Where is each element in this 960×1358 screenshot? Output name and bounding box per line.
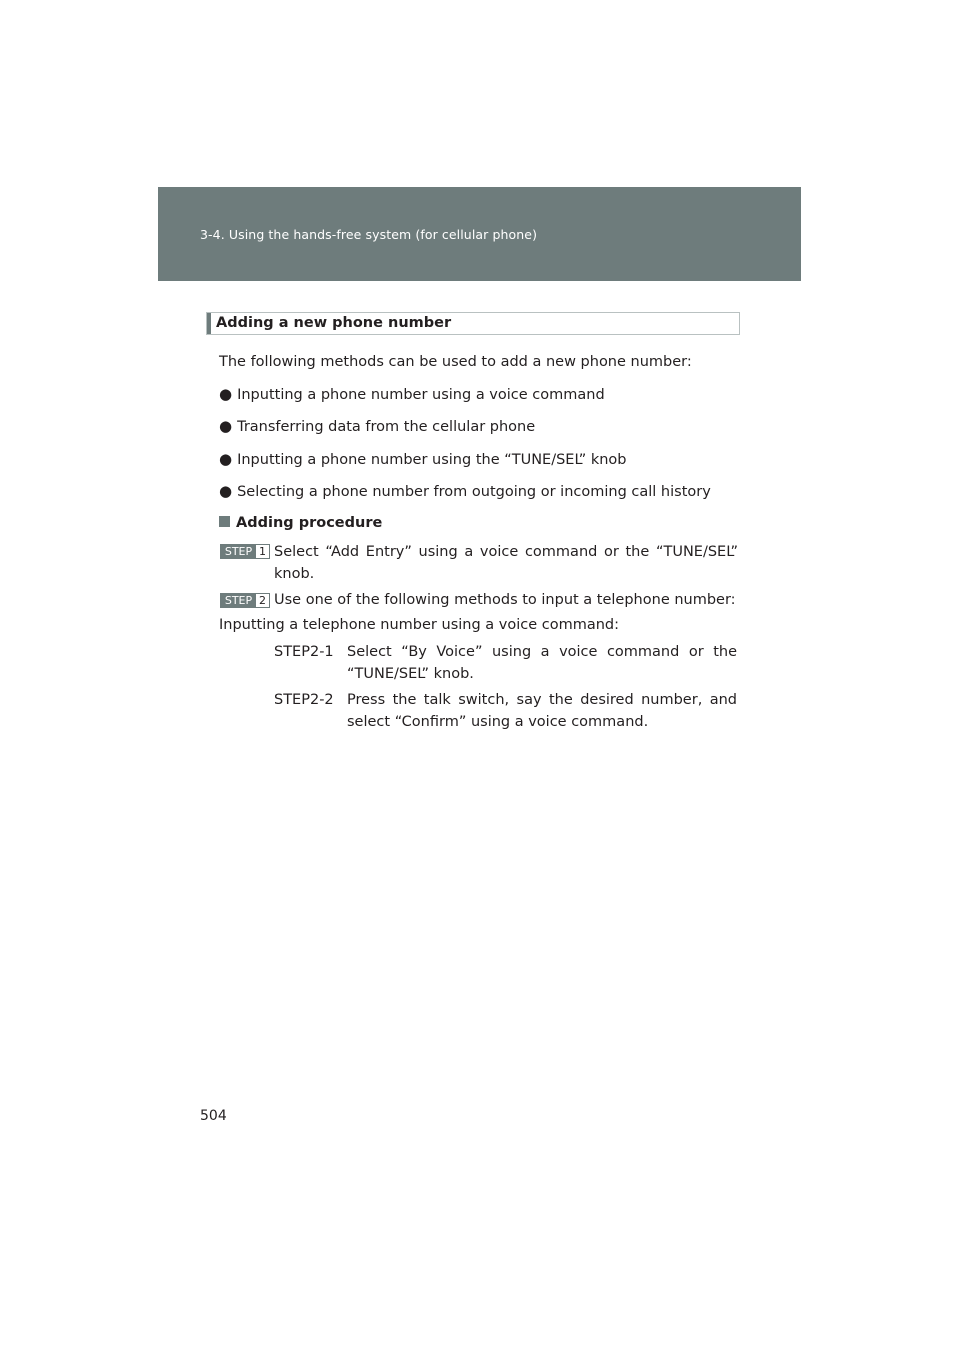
step-badge: STEP 2 bbox=[220, 593, 270, 608]
section-title: Adding a new phone number bbox=[216, 315, 452, 331]
substep-label: STEP2-2 bbox=[274, 692, 334, 708]
procedure-heading: Adding procedure bbox=[219, 512, 382, 534]
method-intro: Inputting a telephone number using a voice command: bbox=[219, 617, 620, 633]
intro-text: The following methods can be used to add a new phone number: bbox=[219, 354, 692, 370]
step-text: Use one of the following methods to input a telephone number: bbox=[274, 592, 736, 608]
step-badge: STEP 1 bbox=[220, 544, 270, 559]
bullet-dot-icon: ● bbox=[219, 417, 233, 435]
substep-text: Press the talk switch, say the desired number, and select “Confirm” using a voice command. bbox=[347, 692, 737, 730]
substep-label: STEP2-1 bbox=[274, 644, 334, 660]
bullet-item: ● Inputting a phone number using a voice command bbox=[219, 385, 605, 403]
substep-text: Select “By Voice” using a voice command or the “TUNE/SEL” knob. bbox=[347, 644, 737, 682]
bullet-dot-icon: ● bbox=[219, 482, 233, 500]
section-title-bar bbox=[206, 312, 740, 335]
bullet-item: ● Inputting a phone number using the “TUNE/SEL” knob bbox=[219, 450, 627, 468]
chapter-heading: 3-4. Using the hands-free system (for cellular phone) bbox=[200, 227, 538, 242]
step-text: Select “Add Entry” using a voice command or the “TUNE/SEL” knob. bbox=[274, 544, 738, 582]
bullet-item: ● Transferring data from the cellular phone bbox=[219, 417, 536, 435]
square-marker-icon bbox=[219, 516, 230, 527]
header-band bbox=[158, 187, 801, 281]
bullet-dot-icon: ● bbox=[219, 385, 233, 403]
bullet-item: ● Selecting a phone number from outgoing or incoming call history bbox=[219, 482, 711, 500]
page-number: 504 bbox=[200, 1108, 227, 1124]
section-title-accent bbox=[207, 313, 211, 334]
bullet-dot-icon: ● bbox=[219, 450, 233, 468]
